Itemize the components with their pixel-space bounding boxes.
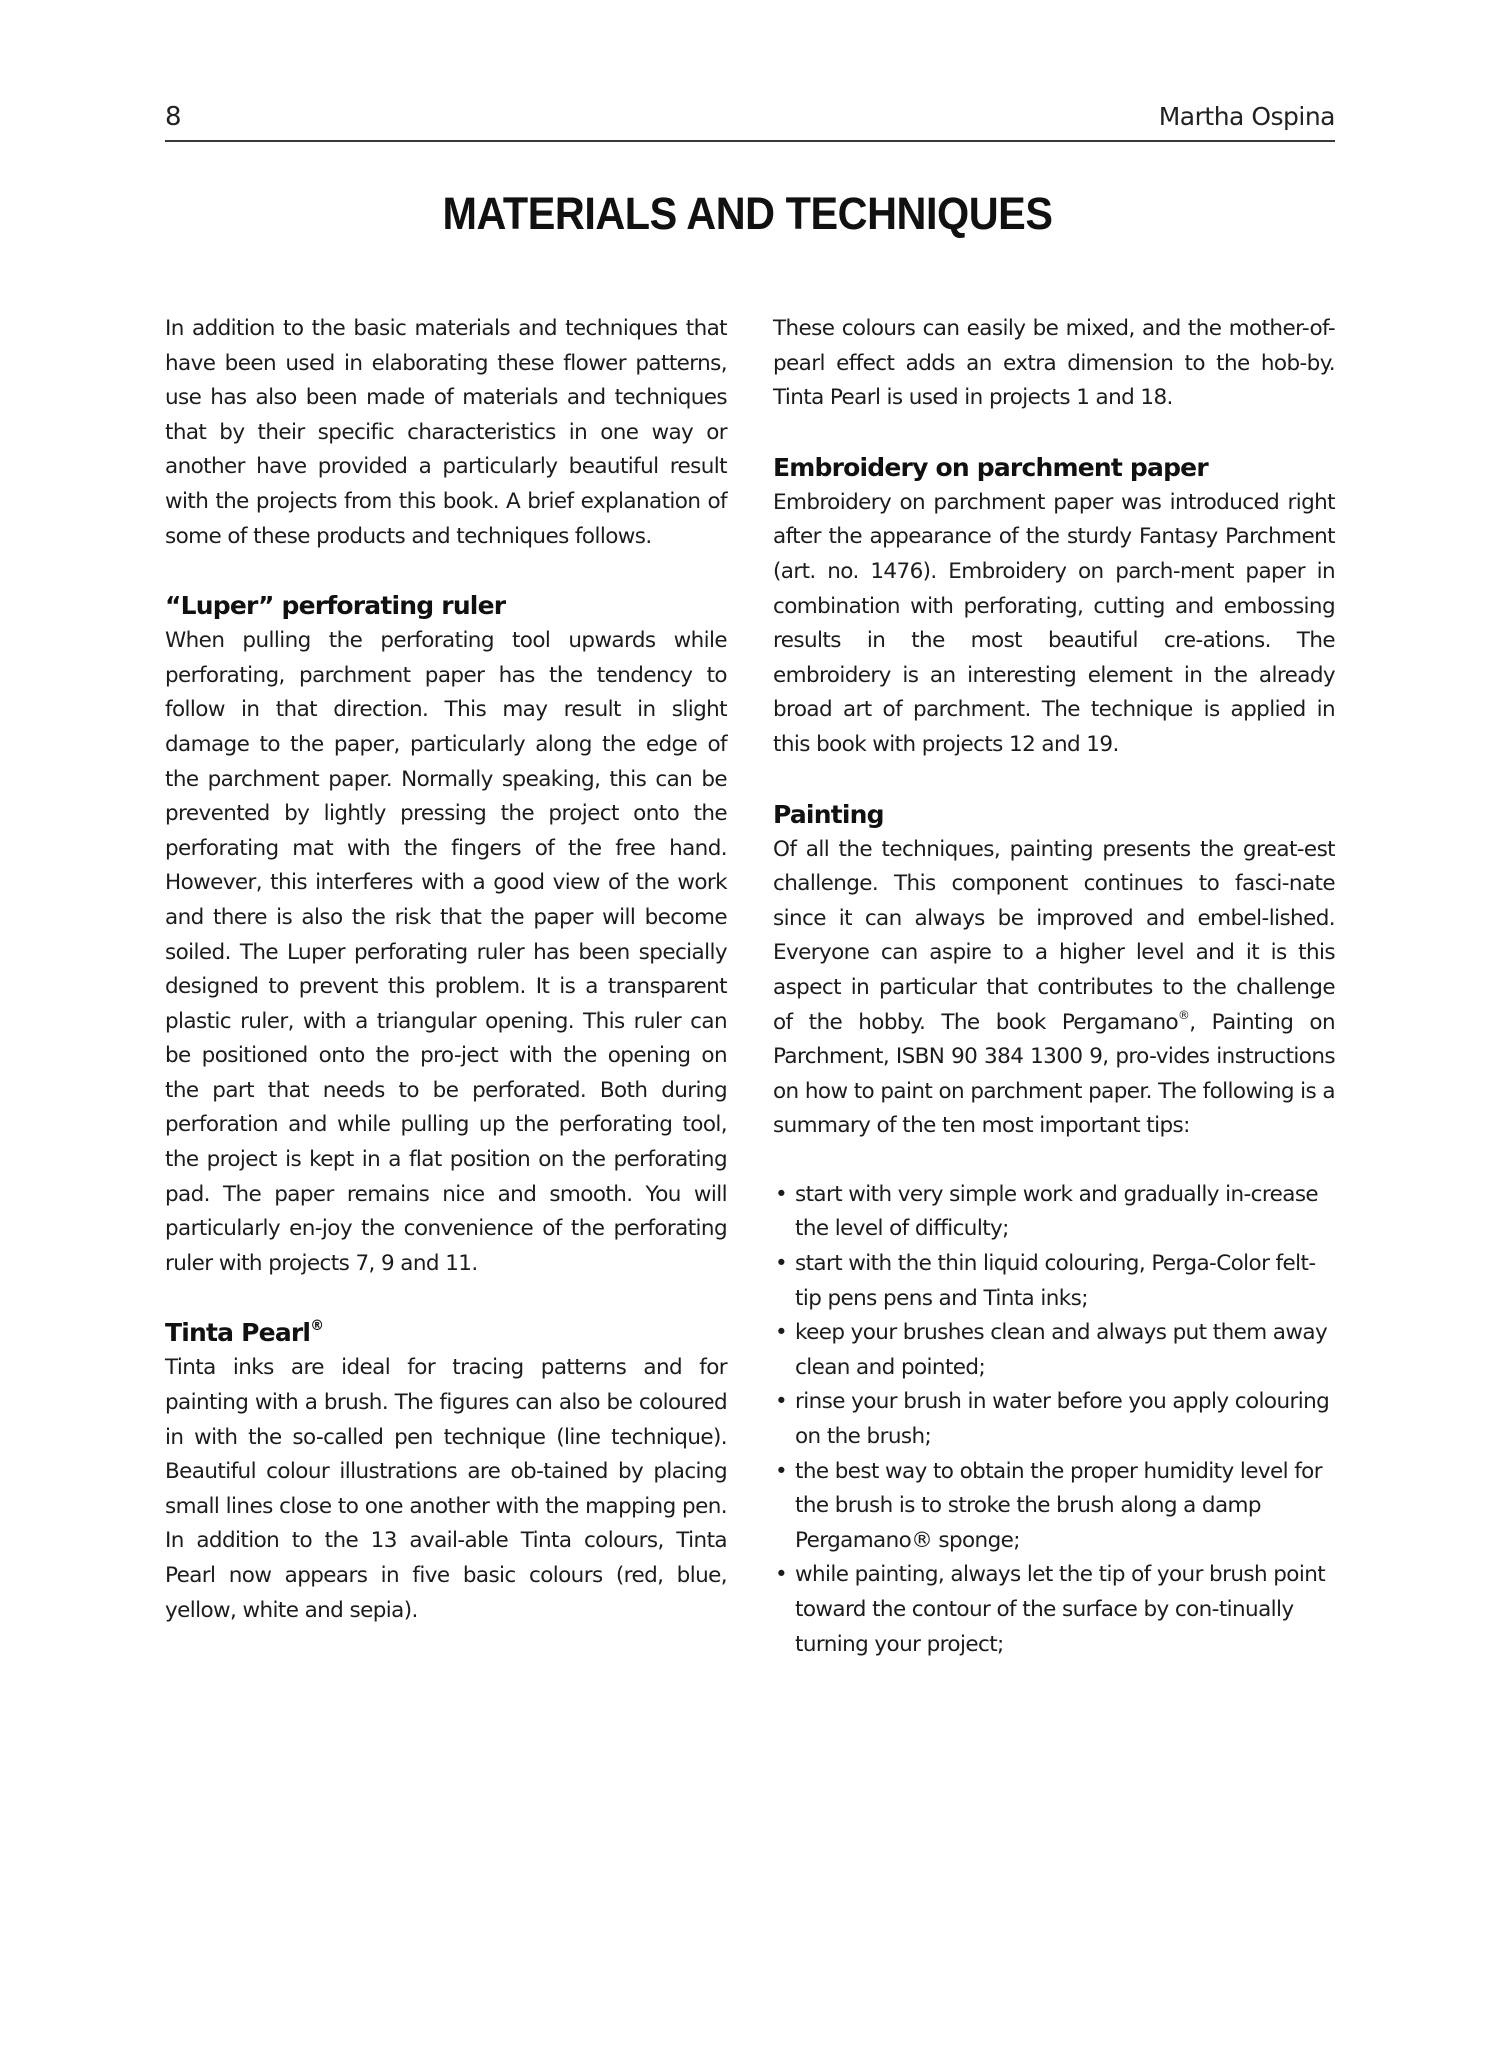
list-item <box>773 1385 1335 1454</box>
list-item <box>773 1178 1335 1247</box>
painting-text-part1: Of all the techniques, painting presents the great-est challenge. This component continues to fasci-nate since it can always be improved and embel-lished. Everyone can aspire to a higher level and it is this aspect in particular that contributes to the challenge of the hobby. The book Pergamano <box>773 836 1335 1035</box>
running-header <box>165 100 1335 142</box>
tinta-heading-text: Tinta Pearl <box>165 1318 311 1348</box>
tip-text: start with very simple work and gradually in-crease the level of difficulty; <box>795 1181 1319 1242</box>
bullet-icon: • <box>775 1458 788 1484</box>
right-column <box>773 312 1335 1662</box>
tinta-continued-paragraph: These colours can easily be mixed, and the mother-of-pearl effect adds an extra dimension to the hob-by. Tinta Pearl is used in projects 1 and 18. <box>773 316 1335 411</box>
registered-mark: ® <box>310 1318 324 1335</box>
luper-paragraph: When pulling the perforating tool upwards while perforating, parchment paper has the tendency to follow in that direction. This may result in slight damage to the paper, particularly along the edge of the parchment paper. Normally speaking, this can be prevented by lightly pressing the project onto the perforating mat with the fingers of the free hand. However, this interferes with a good view of the work and there is also the risk that the paper will become soiled. The Luper perforating ruler has been specially designed to prevent this problem. It is a transparent plastic ruler, with a triangular opening. This ruler can be positioned onto the pro-ject with the opening on the part that needs to be perforated. Both during perforation and while pulling up the perforating tool, the project is kept in a flat position on the perforating pad. The paper remains nice and smooth. You will particularly en-joy the convenience of the perforating ruler with projects 7, 9 and 11. <box>165 628 727 1276</box>
tip-text: rinse your brush in water before you apply colouring on the brush; <box>795 1389 1330 1450</box>
tip-text: keep your brushes clean and always put them away clean and pointed; <box>795 1320 1328 1380</box>
list-item <box>773 1558 1335 1662</box>
painting-paragraph <box>773 833 1335 1144</box>
left-column <box>165 312 727 1628</box>
section-heading-luper: “Luper” perforating ruler <box>165 591 506 621</box>
list-item <box>773 1247 1335 1316</box>
intro-paragraph: In addition to the basic materials and techniques that have been used in elaborating these flower patterns, use has also been made of materials and techniques that by their specific characteristics in one way or another have provided a particularly beautiful result with the projects from this book. A brief explanation of some of these products and techniques follows. <box>165 316 727 549</box>
tip-text: the best way to obtain the proper humidity level for the brush is to stroke the brush along a damp Pergamano® sponge; <box>795 1458 1322 1553</box>
running-header-author: Martha Ospina <box>1158 102 1335 131</box>
bullet-icon: • <box>775 1389 788 1415</box>
registered-mark: ® <box>1178 1007 1190 1022</box>
tip-text: while painting, always let the tip of your brush point toward the contour of the surface by con-tinually turning your project; <box>795 1562 1326 1657</box>
page-number: 8 <box>165 102 182 132</box>
list-item <box>773 1316 1335 1385</box>
painting-tips-list <box>773 1178 1335 1662</box>
page-title: MATERIALS AND TECHNIQUES <box>442 188 1053 239</box>
section-heading-tinta-pearl <box>165 1315 727 1351</box>
bullet-icon: • <box>775 1181 788 1207</box>
tinta-paragraph: Tinta inks are ideal for tracing patterns and for painting with a brush. The figures can also be coloured in with the so-called pen technique (line technique). Beautiful colour illustrations are ob-tained by placing small lines close to one another with the mapping pen. In addition to the 13 avail-able Tinta colours, Tinta Pearl now appears in five basic colours (red, blue, yellow, white and sepia). <box>165 1355 727 1623</box>
painting-text-part2: , Painting on Parchment, ISBN 90 384 1300 9, pro-vides instructions on how to paint on parchment paper. The following is a summary of the ten most important tips: <box>773 1009 1335 1139</box>
bullet-icon: • <box>775 1562 788 1588</box>
tip-text: start with the thin liquid colouring, Perga-Color felt-tip pens pens and Tinta inks; <box>795 1251 1316 1311</box>
section-heading-embroidery: Embroidery on parchment paper <box>773 452 1208 482</box>
bullet-icon: • <box>775 1251 788 1277</box>
bullet-icon: • <box>775 1320 788 1346</box>
embroidery-paragraph: Embroidery on parchment paper was introduced right after the appearance of the sturdy Fantasy Parchment (art. no. 1476). Embroidery on parch-ment paper in combination with perforating, cutting and embossing results in the most beautiful cre-ations. The embroidery is an interesting element in the already broad art of parchment. The technique is applied in this book with projects 12 and 19. <box>773 489 1335 757</box>
list-item <box>773 1455 1335 1559</box>
section-heading-painting: Painting <box>773 799 884 829</box>
